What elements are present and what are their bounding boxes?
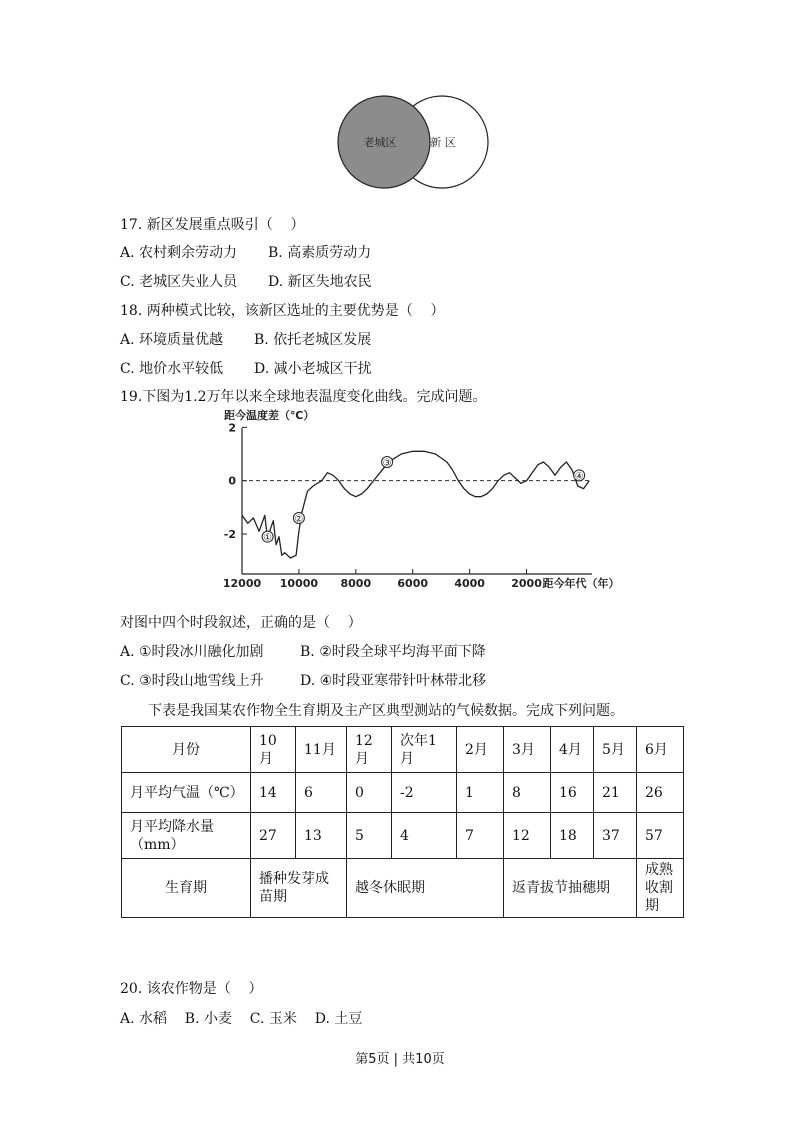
- table-intro: 下表是我国某农作物全生育期及主产区典型测站的气候数据。完成下列问题。: [148, 703, 624, 719]
- x-tick-label: 6000: [397, 577, 429, 590]
- stage-label: 生育期: [122, 859, 251, 918]
- venn-diagram: [330, 94, 500, 190]
- q19-stem: 对图中四个时段叙述，正确的是（ ）: [120, 615, 362, 631]
- x-axis-label: 距今年代（年）: [542, 577, 620, 590]
- q18-stem: 18. 两种模式比较，该新区选址的主要优势是（ ）: [120, 303, 445, 319]
- precipitation-cell: 27: [251, 813, 296, 859]
- temperature-cell: 26: [637, 773, 684, 813]
- y-tick-label: 0: [228, 474, 236, 488]
- month-cell: 6月: [637, 727, 684, 773]
- stage-cell: 成熟收割期: [637, 859, 684, 918]
- q19-option-a: A. ①时段冰川融化加剧: [120, 644, 264, 660]
- table-row-precipitation: [122, 813, 684, 859]
- stage-cell: 返青拔节抽穗期: [504, 859, 637, 918]
- temperature-cell: 16: [551, 773, 594, 813]
- x-tick-label: 10000: [279, 577, 319, 590]
- q20-stem: 20. 该农作物是（ ）: [120, 981, 263, 997]
- q19-option-c: C. ③时段山地雪线上升: [120, 673, 264, 689]
- temperature-chart: [220, 408, 620, 590]
- x-tick-label: 4000: [454, 577, 485, 590]
- q18-option-d: D. 减小老城区干扰: [254, 361, 372, 377]
- precipitation-label: 月平均降水量 （mm）: [122, 813, 251, 859]
- precipitation-cell: 12: [504, 813, 551, 859]
- month-cell: 3月: [504, 727, 551, 773]
- q17-stem: 17. 新区发展重点吸引（ ）: [120, 217, 305, 233]
- q18-option-b: B. 依托老城区发展: [254, 332, 372, 348]
- y-tick-label: -2: [223, 528, 236, 541]
- x-tick-label: 8000: [340, 577, 372, 590]
- x-tick-label: 12000: [222, 577, 262, 590]
- precipitation-cell: 4: [392, 813, 457, 859]
- y-tick-label: 2: [228, 421, 236, 435]
- temperature-label: 月平均气温（℃）: [122, 773, 251, 813]
- q20-options: A. 水稻 B. 小麦 C. 玉米 D. 土豆: [120, 1011, 363, 1027]
- month-cell: 2月: [457, 727, 504, 773]
- month-cell: 4月: [551, 727, 594, 773]
- q19-intro: 19.下图为1.2万年以来全球地表温度变化曲线。完成问题。: [120, 389, 487, 405]
- period-marker-label: ②: [294, 514, 304, 525]
- month-cell: 11月: [296, 727, 347, 773]
- precipitation-cell: 13: [296, 813, 347, 859]
- precipitation-cell: 7: [457, 813, 504, 859]
- x-tick-label: 2000: [511, 577, 542, 590]
- temperature-cell: 21: [594, 773, 637, 813]
- q17-option-c: C. 老城区失业人员: [120, 274, 238, 290]
- precipitation-cell: 57: [637, 813, 684, 859]
- old-district-label: 老城区: [363, 136, 397, 149]
- table-row-stage: [122, 859, 684, 918]
- stage-cell: 越冬休眠期: [347, 859, 504, 918]
- month-header: 月份: [122, 727, 251, 773]
- table-row-temperature: [122, 773, 684, 813]
- y-axis-label: 距今温度差（℃）: [224, 409, 315, 422]
- period-marker-label: ④: [574, 471, 584, 483]
- temperature-cell: 6: [296, 773, 347, 813]
- table-row-months: [122, 727, 684, 773]
- temperature-series-line: [242, 451, 589, 558]
- month-cell: 12 月: [347, 727, 392, 773]
- new-district-label: 新 区: [430, 136, 456, 149]
- q18-option-c: C. 地价水平较低: [120, 361, 224, 377]
- precipitation-cell: 37: [594, 813, 637, 859]
- month-cell: 次年1 月: [392, 727, 457, 773]
- temperature-cell: 8: [504, 773, 551, 813]
- q19-option-b: B. ②时段全球平均海平面下降: [300, 644, 486, 660]
- temperature-cell: 1: [457, 773, 504, 813]
- month-cell: 10 月: [251, 727, 296, 773]
- temperature-cell: -2: [392, 773, 457, 813]
- stage-cell: 播种发芽成 苗期: [251, 859, 347, 918]
- temperature-cell: 0: [347, 773, 392, 813]
- period-marker-label: ③: [382, 458, 392, 469]
- precipitation-cell: 5: [347, 813, 392, 859]
- temperature-cell: 14: [251, 773, 296, 813]
- climate-table: [121, 726, 684, 918]
- period-marker-label: ①: [263, 532, 273, 544]
- precipitation-cell: 18: [551, 813, 594, 859]
- page-footer: 第5页 | 共10页: [355, 1052, 445, 1067]
- q17-option-b: B. 高素质劳动力: [268, 245, 372, 261]
- q19-option-d: D. ④时段亚寒带针叶林带北移: [300, 673, 487, 689]
- q17-option-d: D. 新区失地农民: [268, 274, 372, 290]
- q17-option-a: A. 农村剩余劳动力: [120, 245, 238, 261]
- month-cell: 5月: [594, 727, 637, 773]
- q18-option-a: A. 环境质量优越: [120, 332, 224, 348]
